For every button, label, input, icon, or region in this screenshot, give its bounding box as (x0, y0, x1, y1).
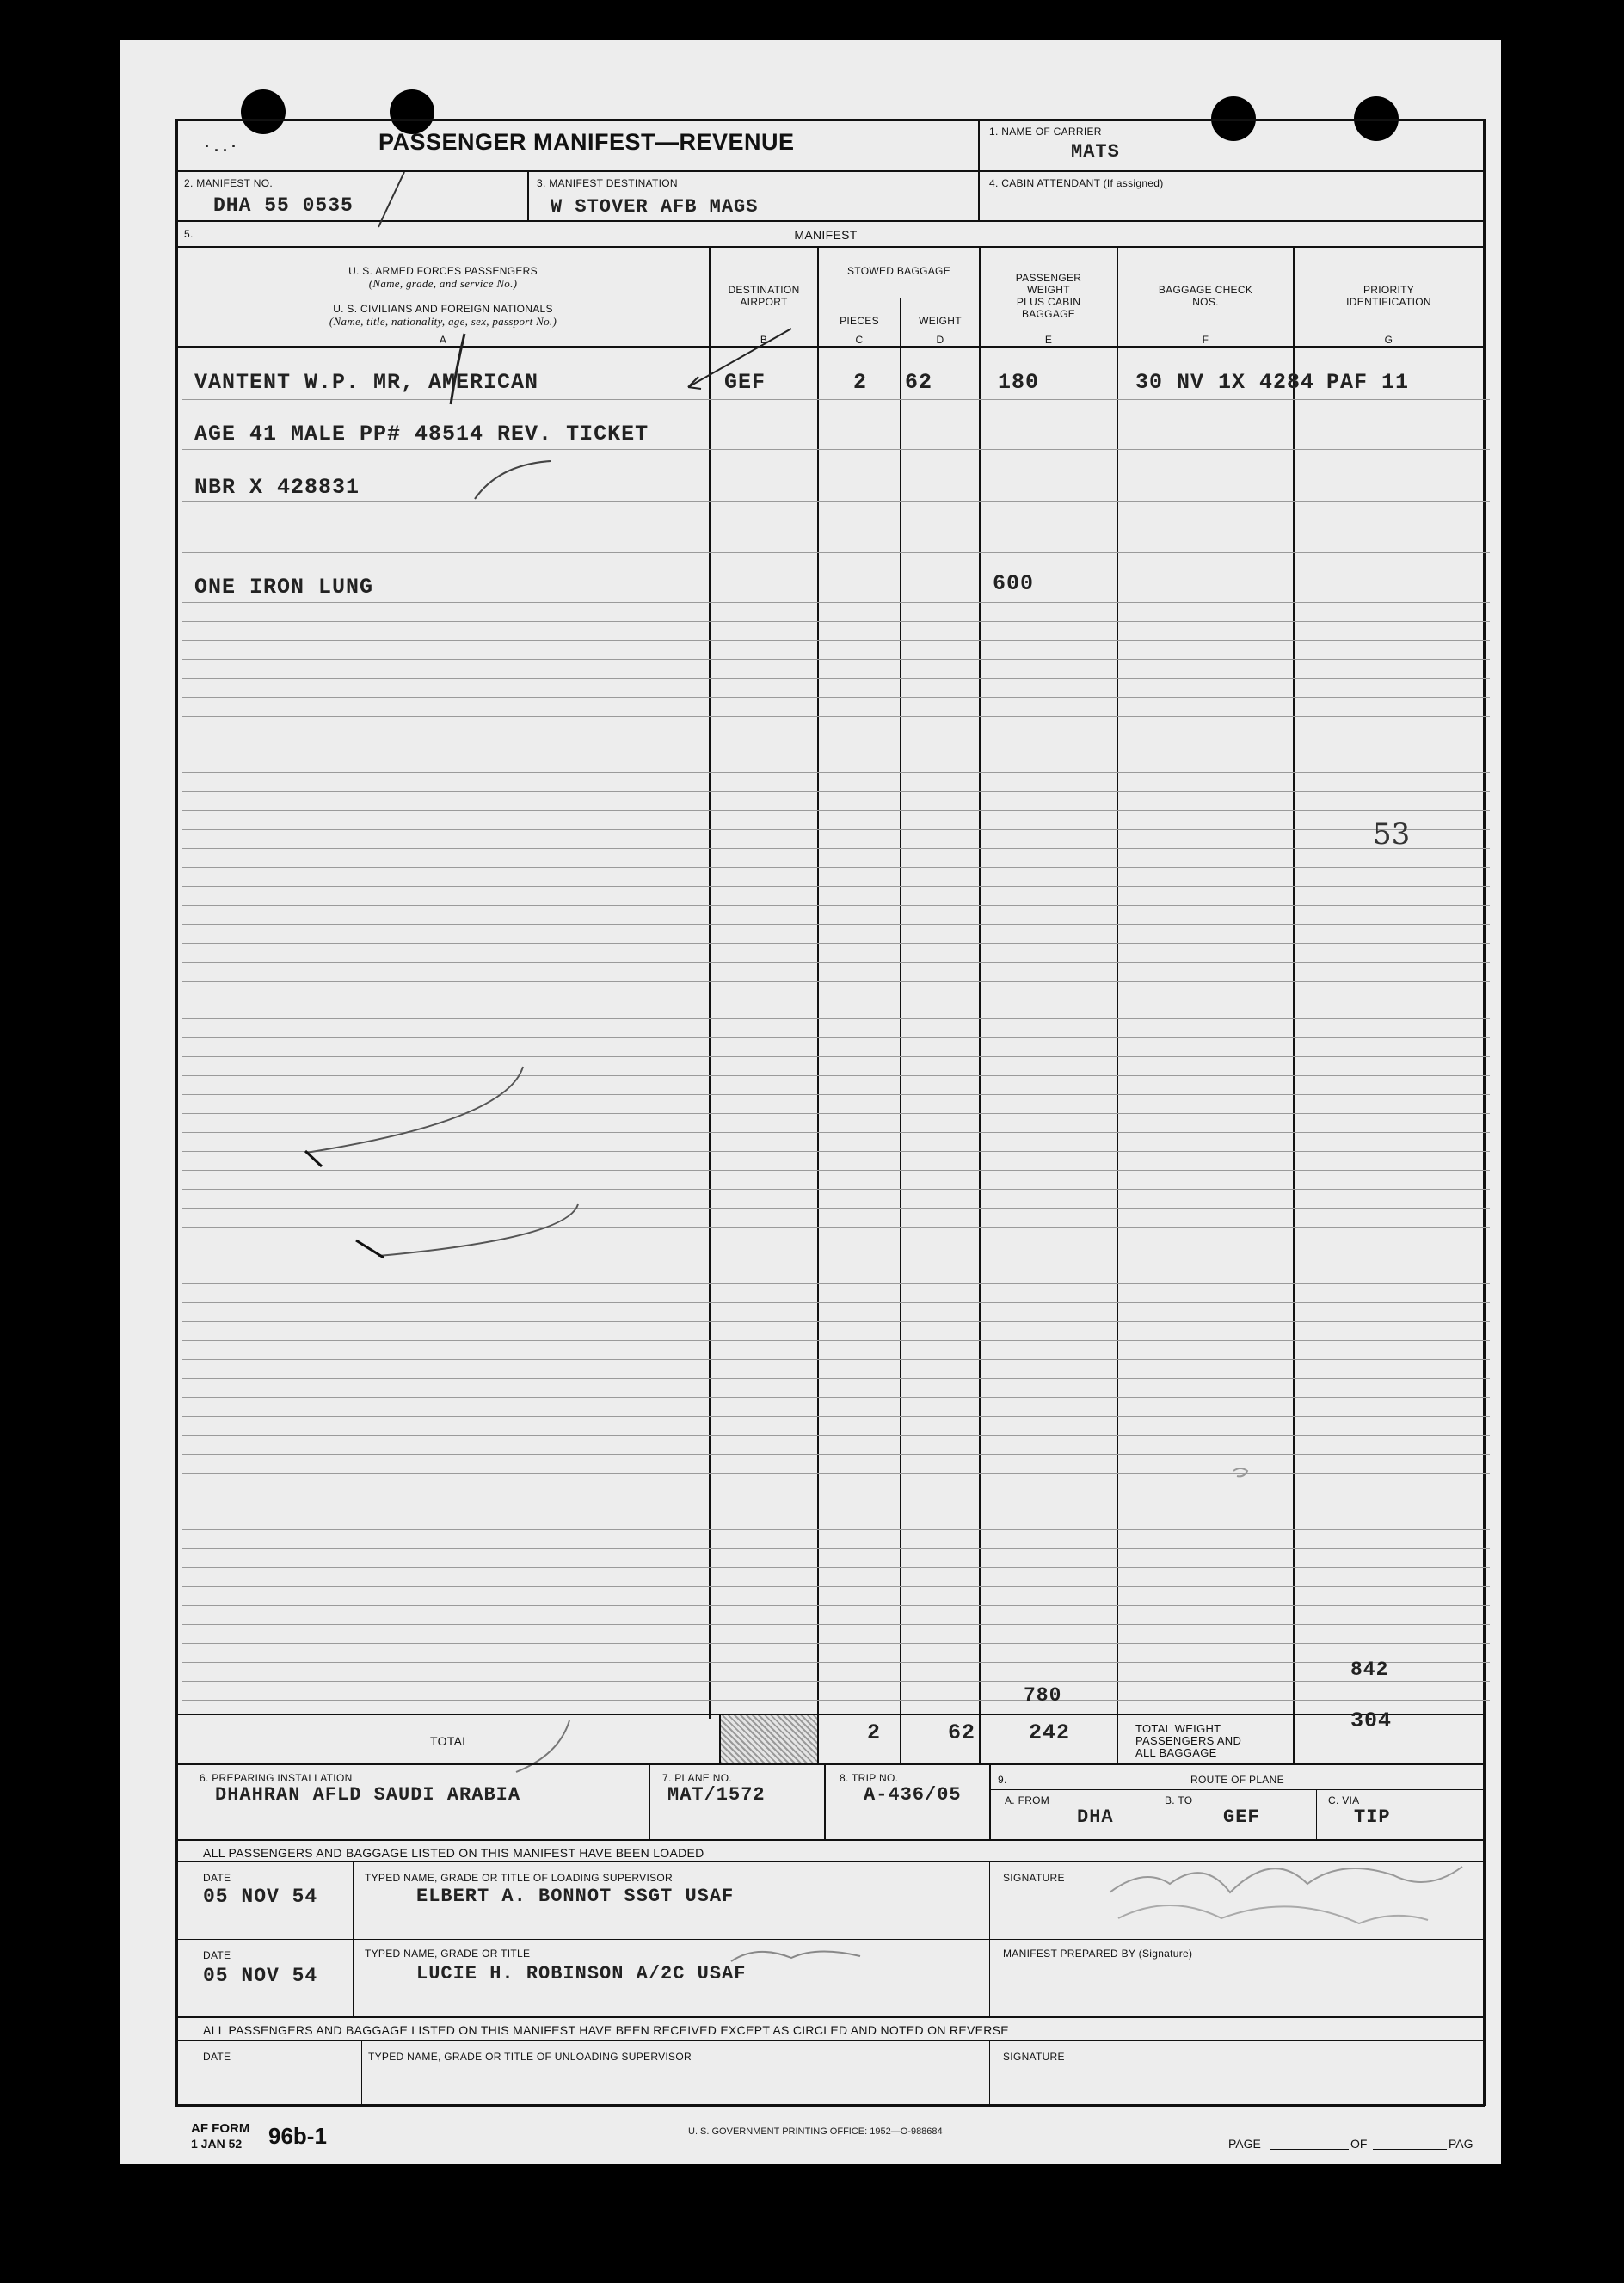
entry-1-pieces: 2 (853, 370, 868, 395)
unloading-supervisor-label: TYPED NAME, GRADE OR TITLE OF UNLOADING SUPERVISOR (368, 2051, 692, 2063)
total-weight-label-1: TOTAL WEIGHT (1135, 1722, 1221, 1735)
signature-label-2: SIGNATURE (1003, 2051, 1065, 2063)
col-a-line3: U. S. CIVILIANS AND FOREIGN NATIONALS (333, 303, 553, 315)
page-number-stamp: 53 (1373, 817, 1411, 852)
col-f-letter: F (1202, 334, 1209, 346)
totals-divider-5 (1116, 1714, 1118, 1763)
route-via-value: TIP (1354, 1806, 1391, 1828)
col-e-letter: E (1044, 334, 1053, 346)
field-5-label: 5. (184, 228, 194, 240)
entry-5-name: ONE IRON LUNG (194, 575, 374, 600)
header-dots: · . . · (205, 138, 237, 155)
col-a-line4: (Name, title, nationality, age, sex, passport No.) (329, 315, 557, 328)
route-from-label: A. FROM (1005, 1794, 1050, 1806)
totals-divider-2 (817, 1714, 819, 1763)
col-e-line1: PASSENGER (1015, 272, 1082, 284)
af-form-date: 1 JAN 52 (191, 2137, 243, 2151)
installation-divider-2 (824, 1765, 826, 1839)
loaded-statement: ALL PASSENGERS AND BAGGAGE LISTED ON THIS MANIFEST HAVE BEEN LOADED (203, 1846, 704, 1860)
entry-1-baggage-check: 30 NV 1X 4284 (1135, 370, 1315, 395)
col-c-label: PIECES (840, 315, 879, 327)
total-passenger-weight: 242 (1029, 1720, 1071, 1745)
col-b-line1: DESTINATION (728, 284, 800, 296)
col-a-line1: U. S. ARMED FORCES PASSENGERS (348, 265, 538, 277)
totals-divider-4 (979, 1714, 981, 1763)
col-g-line1: PRIORITY (1363, 284, 1415, 296)
preparing-installation-label: 6. PREPARING INSTALLATION (200, 1772, 353, 1784)
received-divider-1 (361, 2040, 362, 2104)
manifest-label: MANIFEST (794, 228, 858, 242)
loaded-bottom-line (175, 2016, 1485, 2018)
entry-1-priority: PAF 11 (1326, 370, 1410, 395)
route-to-value: GEF (1223, 1806, 1260, 1828)
col-d-label: WEIGHT (919, 315, 962, 327)
loaded-statement-line (175, 1861, 1485, 1862)
destination-value: W STOVER AFB MAGS (551, 196, 759, 218)
cabin-attendant-label: 4. CABIN ATTENDANT (If assigned) (989, 177, 1164, 189)
col-g-line2: IDENTIFICATION (1346, 296, 1431, 308)
entry-1-destination: GEF (724, 370, 766, 395)
entry-3-name: NBR X 428831 (194, 475, 360, 500)
col-b-line2: AIRPORT (740, 296, 788, 308)
col-f-line1: BAGGAGE CHECK (1158, 284, 1253, 296)
typed-name-label: TYPED NAME, GRADE OR TITLE (365, 1948, 531, 1960)
preparing-installation-value: DHAHRAN AFLD SAUDI ARABIA (215, 1784, 521, 1806)
col-e-line3: PLUS CABIN (1016, 296, 1081, 308)
totals-divider-3 (900, 1714, 901, 1763)
af-form-label: AF FORM (191, 2121, 250, 2136)
pag-label: PAG (1449, 2137, 1473, 2151)
installation-row-bottom (175, 1839, 1485, 1841)
col-e-line2: WEIGHT (1027, 284, 1070, 296)
form-number: 96b-1 (268, 2123, 327, 2149)
typed-name-value: LUCIE H. ROBINSON A/2C USAF (416, 1963, 747, 1985)
manifest-prepared-label: MANIFEST PREPARED BY (Signature) (1003, 1948, 1193, 1960)
printing-office-line: U. S. GOVERNMENT PRINTING OFFICE: 1952—O-988684 (688, 2126, 943, 2137)
route-via-label: C. VIA (1328, 1794, 1360, 1806)
loaded-mid-line (175, 1939, 1485, 1940)
total-weight-label-3: ALL BAGGAGE (1135, 1746, 1217, 1759)
total-weight-label-2: PASSENGERS AND (1135, 1734, 1242, 1747)
of-blank (1373, 2149, 1447, 2150)
col-g-letter: G (1384, 334, 1393, 346)
signature-label-1: SIGNATURE (1003, 1872, 1065, 1884)
route-field-label: 9. (998, 1774, 1007, 1786)
col-e-line4: BAGGAGE (1021, 308, 1076, 320)
col-a-line2: (Name, grade, and service No.) (368, 277, 518, 290)
col-a-letter: A (439, 334, 447, 346)
received-divider-2 (989, 2040, 990, 2104)
entry-1-weight: 62 (905, 370, 933, 395)
page-blank (1270, 2149, 1349, 2150)
route-to-label: B. TO (1165, 1794, 1193, 1806)
carrier-label: 1. NAME OF CARRIER (989, 126, 1102, 138)
total-label: TOTAL (430, 1734, 470, 1748)
form-title: PASSENGER MANIFEST—REVENUE (378, 129, 795, 155)
col-b-letter: B (760, 334, 768, 346)
installation-divider-3 (989, 1765, 991, 1839)
received-statement-line (175, 2040, 1485, 2041)
manifest-no-value: DHA 55 0535 (213, 194, 354, 217)
total-weight: 62 (948, 1720, 976, 1745)
entry-1-name: VANTENT W.P. MR, AMERICAN (194, 370, 539, 395)
manifest-no-label: 2. MANIFEST NO. (184, 177, 273, 189)
entry-1-passenger-weight: 180 (998, 370, 1040, 395)
plane-no-value: MAT/1572 (667, 1784, 766, 1806)
date-label-1: DATE (203, 1872, 231, 1884)
col-f-line2: NOS. (1192, 296, 1219, 308)
route-of-plane-label: ROUTE OF PLANE (1190, 1774, 1284, 1786)
installation-divider-1 (649, 1765, 650, 1839)
stowed-baggage-label: STOWED BAGGAGE (847, 265, 950, 277)
received-statement: ALL PASSENGERS AND BAGGAGE LISTED ON THIS MANIFEST HAVE BEEN RECEIVED EXCEPT AS CIRCLED AND NOTED ON REVERSE (203, 2023, 1009, 2037)
totals-bottom (175, 1763, 1485, 1765)
entry-5-passenger-weight: 600 (993, 571, 1035, 596)
totals-divider-6 (1293, 1714, 1295, 1763)
trip-no-label: 8. TRIP NO. (840, 1772, 899, 1784)
grand-total: 304 (1350, 1708, 1393, 1733)
carrier-value: MATS (1071, 141, 1120, 163)
total-pieces: 2 (867, 1720, 882, 1745)
plane-no-label: 7. PLANE NO. (662, 1772, 732, 1784)
totals-top (175, 1714, 1485, 1715)
total-passenger-weight-above: 780 (1024, 1684, 1062, 1707)
route-divider-3 (1316, 1789, 1317, 1839)
col-d-letter: D (936, 334, 944, 346)
route-divider (989, 1789, 1485, 1790)
entry-2-name: AGE 41 MALE PP# 48514 REV. TICKET (194, 422, 649, 446)
loading-supervisor-label: TYPED NAME, GRADE OR TITLE OF LOADING SUPERVISOR (365, 1872, 674, 1884)
totals-hatched-cell (721, 1715, 817, 1763)
page-label: PAGE (1228, 2137, 1261, 2151)
col-c-letter: C (855, 334, 864, 346)
date-value-1: 05 NOV 54 (203, 1886, 318, 1908)
date-label-2: DATE (203, 1949, 231, 1961)
destination-label: 3. MANIFEST DESTINATION (537, 177, 678, 189)
date-value-2: 05 NOV 54 (203, 1965, 318, 1987)
of-label: OF (1350, 2137, 1368, 2151)
trip-no-value: A-436/05 (864, 1784, 962, 1806)
loading-supervisor-value: ELBERT A. BONNOT SSGT USAF (416, 1886, 735, 1907)
route-from-value: DHA (1077, 1806, 1114, 1828)
date-label-3: DATE (203, 2051, 231, 2063)
grand-total-above: 842 (1350, 1658, 1389, 1681)
